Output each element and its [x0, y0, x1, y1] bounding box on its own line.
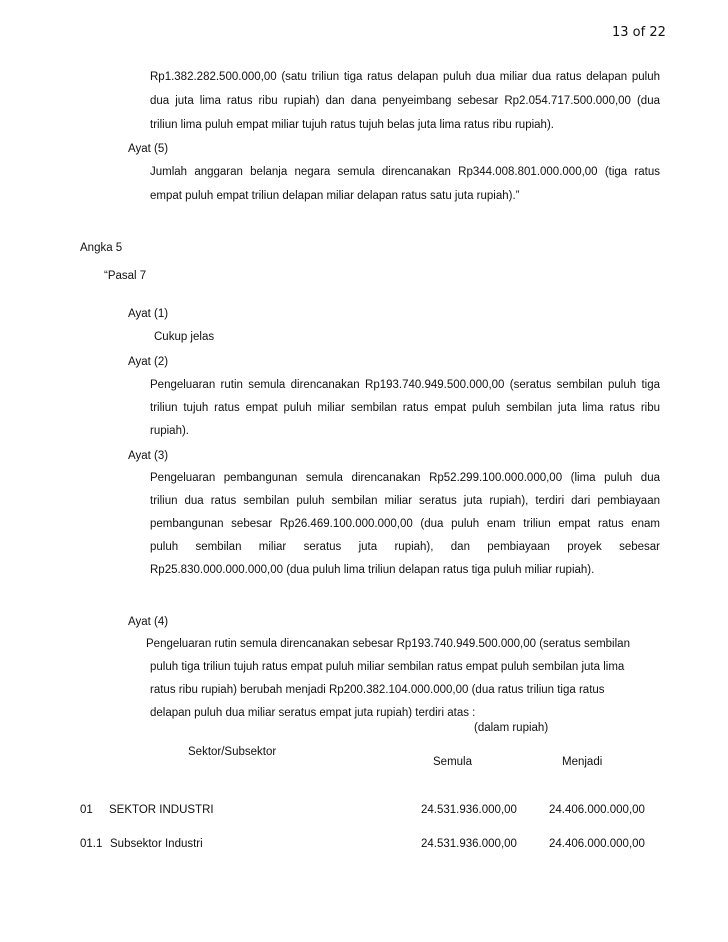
page-number: 13 of 22	[612, 25, 666, 40]
paragraph-line: triliun dua ratus sembilan puluh sembilan miliar seratus juta rupiah), terdiri dari pembiayaan	[150, 495, 660, 507]
paragraph-line: Rp25.830.000.000.000,00 (dua puluh lima triliun delapan ratus tiga puluh miliar rupiah).	[150, 564, 595, 576]
paragraph-line: Pengeluaran pembangunan semula direncanakan Rp52.299.100.000.000,00 (lima puluh dua	[150, 472, 660, 484]
paragraph-line: dua juta lima ratus ribu rupiah) dan dana penyeimbang sebesar Rp2.054.717.500.000,00 (dua	[150, 95, 660, 107]
paragraph-line: triliun lima puluh empat miliar tujuh ratus tujuh belas juta lima ratus ribu rupiah).	[150, 119, 554, 131]
unit-label: (dalam rupiah)	[474, 722, 549, 734]
ayat-heading: Ayat (2)	[128, 356, 169, 368]
paragraph-line: Rp1.382.282.500.000,00 (satu triliun tiga ratus delapan puluh dua miliar dua ratus delapan puluh	[150, 71, 660, 83]
column-header-sector: Sektor/Subsektor	[188, 746, 277, 758]
paragraph-line: puluh sembilan miliar seratus juta rupiah), dan pembiayaan proyek sebesar	[150, 541, 660, 553]
paragraph-line: Cukup jelas	[154, 331, 215, 343]
angka-heading: Angka 5	[80, 242, 123, 254]
table-row-name: SEKTOR INDUSTRI	[109, 804, 214, 816]
ayat-heading: Ayat (1)	[128, 308, 169, 320]
column-header-menjadi: Menjadi	[562, 756, 603, 768]
paragraph-line: triliun tujuh ratus empat puluh miliar sembilan ratus empat puluh sembilan juta lima ratus ribu	[150, 402, 660, 414]
paragraph-line: Pengeluaran rutin semula direncanakan sebesar Rp193.740.949.500.000,00 (seratus sembilan	[146, 638, 630, 650]
ayat-heading: Ayat (4)	[128, 616, 169, 628]
table-row-name: Subsektor Industri	[110, 838, 203, 850]
table-row-code: 01	[80, 804, 93, 816]
paragraph-line: puluh tiga triliun tujuh ratus empat puluh miliar sembilan ratus empat puluh sembilan juta lima	[150, 661, 625, 673]
table-row-menjadi: 24.406.000.000,00	[549, 838, 645, 850]
table-row-semula: 24.531.936.000,00	[421, 804, 517, 816]
table-row-menjadi: 24.406.000.000,00	[549, 804, 645, 816]
table-row-semula: 24.531.936.000,00	[421, 838, 517, 850]
paragraph-line: Jumlah anggaran belanja negara semula direncanakan Rp344.008.801.000.000,00 (tiga ratus	[150, 166, 660, 178]
paragraph-line: rupiah).	[150, 425, 189, 437]
paragraph-line: ratus ribu rupiah) berubah menjadi Rp200.382.104.000.000,00 (dua ratus triliun tiga ratus	[150, 684, 605, 696]
paragraph-line: pembangunan sebesar Rp26.469.100.000.000,00 (dua puluh enam triliun empat ratus enam	[150, 518, 660, 530]
paragraph-line: empat puluh empat triliun delapan miliar delapan ratus satu juta rupiah).”	[150, 190, 520, 202]
paragraph-line: delapan puluh dua miliar seratus empat juta rupiah) terdiri atas :	[150, 707, 476, 719]
paragraph-line: Pengeluaran rutin semula direncanakan Rp193.740.949.500.000,00 (seratus sembilan puluh tiga	[150, 379, 660, 391]
column-header-semula: Semula	[433, 756, 472, 768]
table-row-code: 01.1	[80, 838, 103, 850]
pasal-heading: “Pasal 7	[104, 270, 147, 282]
ayat-heading: Ayat (5)	[128, 143, 169, 155]
ayat-heading: Ayat (3)	[128, 450, 169, 462]
